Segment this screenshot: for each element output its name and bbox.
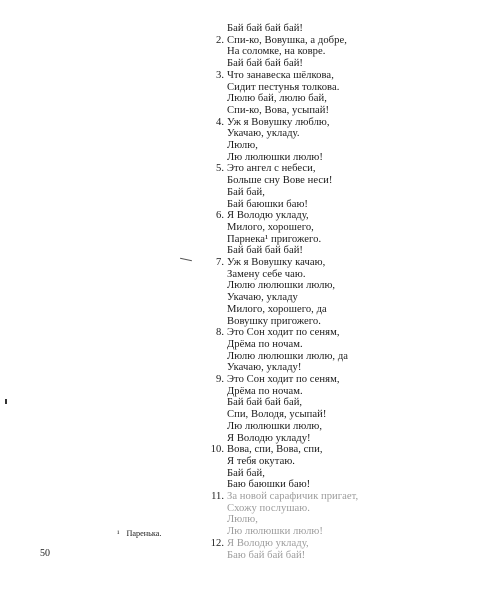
- poem-line: Дрёма по ночам.: [227, 385, 303, 397]
- poem-line: Спи-ко, Вовушка, а добре,: [227, 34, 347, 46]
- poem-line: Это ангел с небеси,: [227, 163, 316, 175]
- stanza-number: 12.: [210, 537, 224, 549]
- poem-line: Бай бай бай бай!: [227, 58, 304, 70]
- poem-line: Бай бай бай бай,: [227, 397, 303, 409]
- margin-dash-mark: [180, 258, 192, 261]
- stanza-number: 6.: [216, 210, 224, 222]
- stanza-number: 11.: [211, 491, 224, 502]
- poem-line: Что занавеска шёлкова,: [227, 69, 334, 81]
- poem-line: Спи-ко, Вова, усыпай!: [227, 104, 330, 116]
- poem-line: Укачаю, укладу!: [227, 362, 302, 374]
- poem-line: Вова, спи, Вова, спи,: [227, 444, 323, 456]
- poem-line: Люлю люлюшки люлю, да: [227, 350, 349, 362]
- footnote-text: Паренька.: [126, 529, 162, 538]
- poem-line: Бай бай бай бай!: [227, 23, 304, 34]
- page-number: 50: [40, 548, 50, 559]
- stanza-number: 3.: [216, 69, 224, 81]
- poem-line: Я тебя окутаю.: [227, 455, 296, 467]
- poem-line: Укачаю, укладу.: [227, 128, 300, 140]
- poem-line: Лю люлюшки люлю!: [227, 526, 323, 538]
- poem-line: Уж я Вовушку качаю,: [227, 257, 326, 268]
- stanza-number: 4.: [216, 116, 224, 128]
- poem-line: Парнека¹ пригожего.: [227, 233, 322, 245]
- poem-line: Сидит пестунья толкова.: [227, 81, 340, 93]
- margin-tick-mark: [5, 399, 7, 404]
- poem-line: Я Володю укладу,: [227, 210, 309, 222]
- poem-line: Люлю,: [227, 140, 258, 151]
- poem-line: Бай бай,: [227, 467, 265, 479]
- poem-line: Я Володю укладу!: [227, 432, 311, 444]
- stanza-number: 2.: [216, 34, 224, 46]
- stanza-number: 7.: [216, 257, 224, 268]
- stanza-number: 10.: [210, 444, 224, 456]
- poem-line: Люлю люлюшки люлю,: [227, 280, 336, 292]
- stanza-number: 5.: [216, 163, 224, 175]
- poem-line: Я Володю укладу,: [227, 537, 309, 549]
- poem-line: Больше сну Вове неси!: [227, 175, 333, 187]
- stanza-number: 9.: [216, 374, 224, 385]
- poem-line: Вовушку пригожего.: [227, 315, 321, 327]
- stanza-number: 8.: [216, 327, 224, 339]
- poem-line: Лю люлюшки люлю!: [227, 151, 323, 163]
- poem-line: На соломке, на ковре.: [227, 46, 326, 58]
- poem-line: Уж я Вовушку люблю,: [227, 116, 330, 128]
- footnote-mark: ¹: [117, 529, 120, 538]
- poem-line: Спи, Володя, усыпай!: [227, 409, 327, 421]
- footnote: [117, 528, 161, 539]
- poem-line: Бай бай,: [227, 186, 265, 198]
- poem-line: Бай бай бай бай!: [227, 245, 304, 257]
- poem-line: Милого, хорошего, да: [227, 303, 327, 315]
- poem-line: Это Сон ходит по сеням,: [227, 374, 340, 385]
- poem-line: Бай баюшки баю!: [227, 198, 309, 210]
- poem-line: Люлю бай, люлю бай,: [227, 93, 327, 105]
- poem-line: За новой сарафичик пригает,: [227, 491, 359, 502]
- poem-line: Схожу послушаю.: [227, 502, 310, 514]
- poem-line: Люлю,: [227, 514, 258, 526]
- poem-line: Укачаю, укладу: [227, 292, 298, 304]
- poem-line: Замену себе чаю.: [227, 268, 306, 280]
- poem-line: Дрёма по ночам.: [227, 338, 303, 350]
- poem-line: Милого, хорошего,: [227, 221, 314, 233]
- poem-line: Это Сон ходит по сеням,: [227, 327, 340, 339]
- poem-line: Баю баюшки баю!: [227, 479, 311, 491]
- poem-line: Лю люлюшки люлю,: [227, 420, 323, 432]
- poem-line: Баю бай бай бай!: [227, 549, 306, 561]
